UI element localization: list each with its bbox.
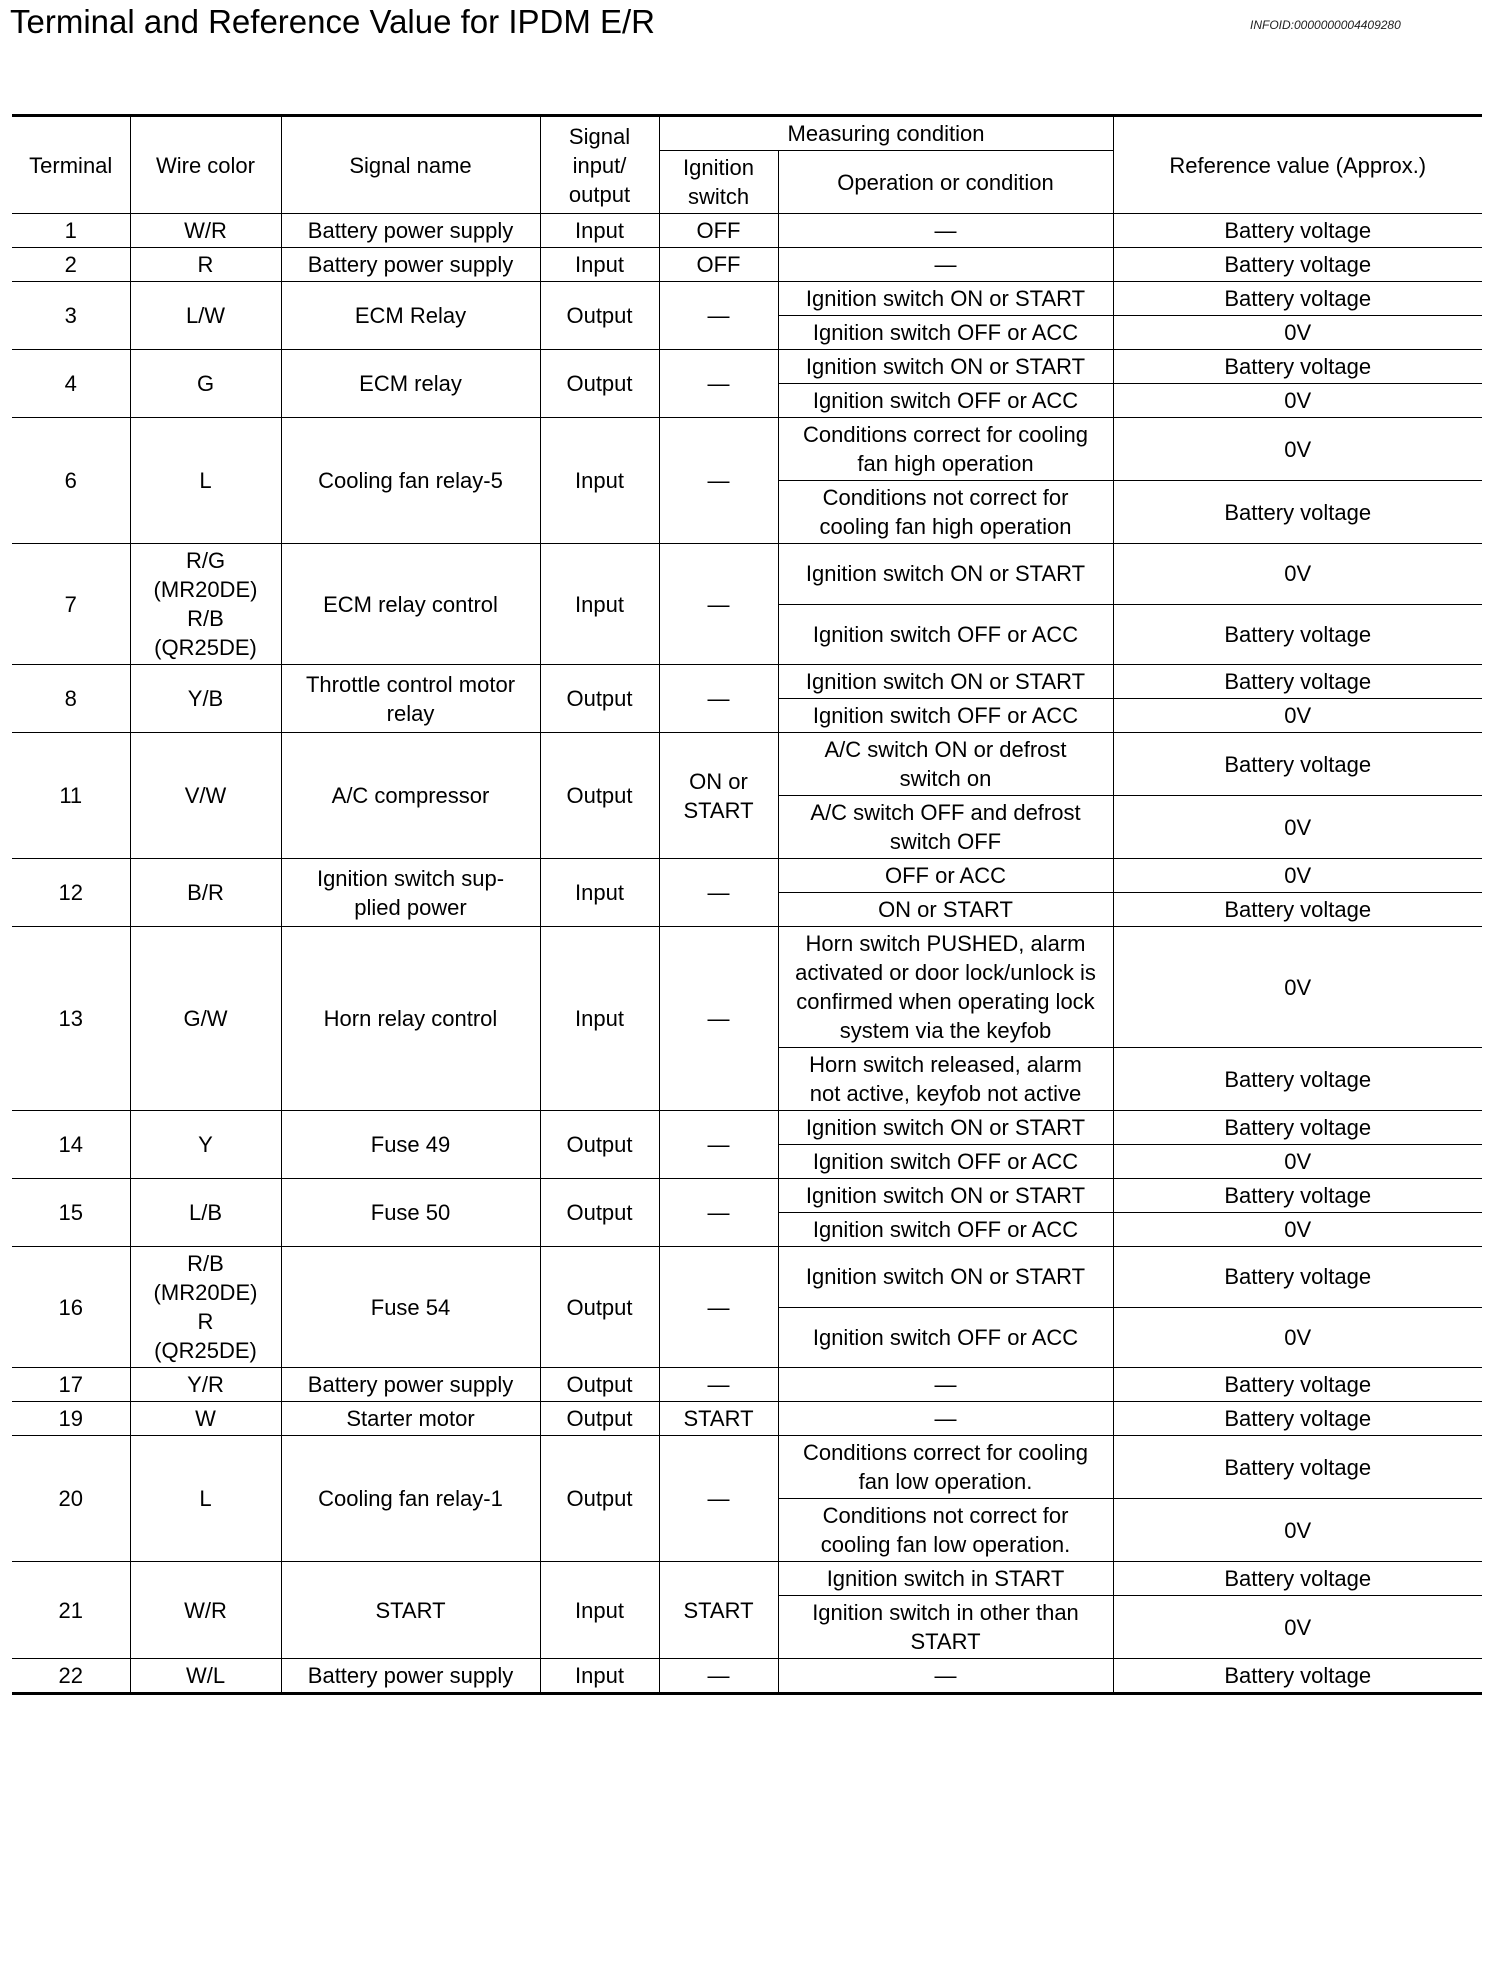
- terminal-cell: 11: [12, 733, 130, 859]
- signal-io-cell: Output: [540, 1111, 659, 1179]
- signal-io-cell: Input: [540, 1562, 659, 1659]
- terminal-cell: 8: [12, 665, 130, 733]
- table-row: [12, 1247, 1482, 1308]
- ignition-switch-cell: —: [659, 859, 778, 927]
- wire-color-cell: L: [130, 1436, 281, 1562]
- reference-value-cell: Battery voltage: [1113, 1368, 1482, 1402]
- wire-color-cell: Y: [130, 1111, 281, 1179]
- reference-value-cell: Battery voltage: [1113, 665, 1482, 699]
- signal-io-cell: Input: [540, 418, 659, 544]
- reference-value-cell: 0V: [1113, 1499, 1482, 1562]
- signal-name-cell: Fuse 54: [281, 1247, 540, 1368]
- table-header: [12, 116, 1482, 214]
- ignition-switch-cell: —: [659, 665, 778, 733]
- operation-cell: Ignition switch ON or START: [778, 350, 1113, 384]
- operation-cell: Ignition switch ON or START: [778, 544, 1113, 605]
- ignition-switch-cell: START: [659, 1562, 778, 1659]
- wire-color-cell: W/L: [130, 1659, 281, 1694]
- table-row: [12, 1368, 1482, 1402]
- ignition-switch-cell: —: [659, 350, 778, 418]
- terminal-cell: 15: [12, 1179, 130, 1247]
- signal-name-cell: Battery power supply: [281, 214, 540, 248]
- operation-cell: —: [778, 214, 1113, 248]
- reference-value-cell: 0V: [1113, 316, 1482, 350]
- reference-value-cell: 0V: [1113, 544, 1482, 605]
- operation-cell: Ignition switch OFF or ACC: [778, 1145, 1113, 1179]
- wire-color-cell: W: [130, 1402, 281, 1436]
- signal-io-cell: Input: [540, 1659, 659, 1694]
- operation-cell: Ignition switch in other than START: [778, 1596, 1113, 1659]
- reference-value-cell: 0V: [1113, 699, 1482, 733]
- ignition-switch-cell: —: [659, 1179, 778, 1247]
- operation-cell: Conditions correct for cooling fan high operation: [778, 418, 1113, 481]
- terminal-cell: 12: [12, 859, 130, 927]
- operation-cell: Horn switch released, alarm not active, keyfob not active: [778, 1048, 1113, 1111]
- table-body: [12, 214, 1482, 1694]
- signal-name-cell: Battery power supply: [281, 1368, 540, 1402]
- operation-cell: Ignition switch OFF or ACC: [778, 604, 1113, 665]
- reference-value-cell: 0V: [1113, 1145, 1482, 1179]
- ignition-switch-cell: OFF: [659, 248, 778, 282]
- ignition-switch-cell: START: [659, 1402, 778, 1436]
- table-row: [12, 282, 1482, 316]
- ignition-switch-cell: —: [659, 1368, 778, 1402]
- operation-cell: Ignition switch ON or START: [778, 1247, 1113, 1308]
- terminal-cell: 3: [12, 282, 130, 350]
- header-measuring-condition: Measuring condition: [659, 116, 1113, 151]
- terminal-cell: 21: [12, 1562, 130, 1659]
- signal-io-cell: Input: [540, 544, 659, 665]
- reference-value-cell: 0V: [1113, 384, 1482, 418]
- reference-value-cell: Battery voltage: [1113, 481, 1482, 544]
- header-operation: Operation or condition: [778, 151, 1113, 214]
- signal-io-cell: Output: [540, 1179, 659, 1247]
- header-ignition-switch: Ignition switch: [659, 151, 778, 214]
- reference-value-cell: Battery voltage: [1113, 1659, 1482, 1694]
- signal-name-cell: Ignition switch sup- plied power: [281, 859, 540, 927]
- reference-table: [12, 114, 1482, 1695]
- signal-io-cell: Output: [540, 665, 659, 733]
- table-row: [12, 1562, 1482, 1596]
- reference-value-cell: 0V: [1113, 927, 1482, 1048]
- ignition-switch-cell: —: [659, 1247, 778, 1368]
- table-row: [12, 1659, 1482, 1694]
- reference-value-cell: Battery voltage: [1113, 214, 1482, 248]
- signal-io-cell: Output: [540, 282, 659, 350]
- terminal-cell: 13: [12, 927, 130, 1111]
- wire-color-cell: Y/B: [130, 665, 281, 733]
- operation-cell: —: [778, 1402, 1113, 1436]
- reference-value-cell: Battery voltage: [1113, 1402, 1482, 1436]
- wire-color-cell: W/R: [130, 1562, 281, 1659]
- wire-color-cell: B/R: [130, 859, 281, 927]
- reference-value-cell: 0V: [1113, 418, 1482, 481]
- signal-io-cell: Input: [540, 248, 659, 282]
- header-wire-color: Wire color: [130, 116, 281, 214]
- operation-cell: Conditions not correct for cooling fan high operation: [778, 481, 1113, 544]
- ignition-switch-cell: —: [659, 282, 778, 350]
- operation-cell: Ignition switch in START: [778, 1562, 1113, 1596]
- terminal-cell: 4: [12, 350, 130, 418]
- signal-name-cell: A/C compressor: [281, 733, 540, 859]
- table-row: [12, 248, 1482, 282]
- terminal-cell: 14: [12, 1111, 130, 1179]
- table-row: [12, 1402, 1482, 1436]
- wire-color-cell: R/G (MR20DE) R/B (QR25DE): [130, 544, 281, 665]
- operation-cell: Ignition switch ON or START: [778, 282, 1113, 316]
- reference-value-cell: 0V: [1113, 796, 1482, 859]
- signal-io-cell: Output: [540, 1368, 659, 1402]
- header-terminal: Terminal: [12, 116, 130, 214]
- info-id: INFOID:0000000004409280: [1250, 18, 1401, 32]
- signal-name-cell: Horn relay control: [281, 927, 540, 1111]
- reference-value-cell: Battery voltage: [1113, 733, 1482, 796]
- signal-name-cell: Cooling fan relay-5: [281, 418, 540, 544]
- operation-cell: Conditions correct for cooling fan low operation.: [778, 1436, 1113, 1499]
- signal-io-cell: Output: [540, 1247, 659, 1368]
- operation-cell: A/C switch OFF and defrost switch OFF: [778, 796, 1113, 859]
- signal-io-cell: Input: [540, 927, 659, 1111]
- terminal-cell: 6: [12, 418, 130, 544]
- signal-name-cell: ECM relay: [281, 350, 540, 418]
- signal-name-cell: Battery power supply: [281, 248, 540, 282]
- signal-name-cell: Fuse 49: [281, 1111, 540, 1179]
- operation-cell: —: [778, 1368, 1113, 1402]
- header-signal-name: Signal name: [281, 116, 540, 214]
- reference-value-cell: 0V: [1113, 859, 1482, 893]
- operation-cell: OFF or ACC: [778, 859, 1113, 893]
- reference-value-cell: Battery voltage: [1113, 604, 1482, 665]
- table-row: [12, 859, 1482, 893]
- signal-name-cell: Throttle control motor relay: [281, 665, 540, 733]
- table-row: [12, 927, 1482, 1048]
- operation-cell: Ignition switch ON or START: [778, 1179, 1113, 1213]
- signal-name-cell: START: [281, 1562, 540, 1659]
- operation-cell: Ignition switch OFF or ACC: [778, 1213, 1113, 1247]
- operation-cell: Ignition switch OFF or ACC: [778, 699, 1113, 733]
- signal-io-cell: Input: [540, 214, 659, 248]
- table-row: [12, 350, 1482, 384]
- ignition-switch-cell: —: [659, 1436, 778, 1562]
- reference-value-cell: 0V: [1113, 1307, 1482, 1368]
- wire-color-cell: R: [130, 248, 281, 282]
- operation-cell: Ignition switch OFF or ACC: [778, 1307, 1113, 1368]
- reference-value-cell: Battery voltage: [1113, 1562, 1482, 1596]
- operation-cell: A/C switch ON or defrost switch on: [778, 733, 1113, 796]
- ignition-switch-cell: OFF: [659, 214, 778, 248]
- reference-value-cell: Battery voltage: [1113, 282, 1482, 316]
- header-signal-io: Signal input/ output: [540, 116, 659, 214]
- operation-cell: Ignition switch OFF or ACC: [778, 316, 1113, 350]
- header-reference-value: Reference value (Approx.): [1113, 116, 1482, 214]
- ignition-switch-cell: —: [659, 1659, 778, 1694]
- terminal-cell: 16: [12, 1247, 130, 1368]
- wire-color-cell: Y/R: [130, 1368, 281, 1402]
- signal-io-cell: Input: [540, 859, 659, 927]
- reference-value-cell: 0V: [1113, 1213, 1482, 1247]
- operation-cell: Ignition switch ON or START: [778, 1111, 1113, 1145]
- reference-value-cell: Battery voltage: [1113, 1179, 1482, 1213]
- signal-io-cell: Output: [540, 1436, 659, 1562]
- ignition-switch-cell: —: [659, 927, 778, 1111]
- table-row: [12, 733, 1482, 796]
- reference-value-cell: Battery voltage: [1113, 1111, 1482, 1145]
- signal-name-cell: ECM relay control: [281, 544, 540, 665]
- ignition-switch-cell: —: [659, 418, 778, 544]
- reference-value-cell: Battery voltage: [1113, 350, 1482, 384]
- signal-name-cell: Battery power supply: [281, 1659, 540, 1694]
- page-title: Terminal and Reference Value for IPDM E/R: [10, 3, 655, 40]
- reference-value-cell: Battery voltage: [1113, 1048, 1482, 1111]
- signal-io-cell: Output: [540, 350, 659, 418]
- reference-value-cell: Battery voltage: [1113, 893, 1482, 927]
- terminal-cell: 22: [12, 1659, 130, 1694]
- table-row: [12, 1436, 1482, 1499]
- terminal-cell: 20: [12, 1436, 130, 1562]
- wire-color-cell: L/B: [130, 1179, 281, 1247]
- ignition-switch-cell: —: [659, 1111, 778, 1179]
- wire-color-cell: V/W: [130, 733, 281, 859]
- ignition-switch-cell: ON or START: [659, 733, 778, 859]
- signal-io-cell: Output: [540, 1402, 659, 1436]
- signal-name-cell: Cooling fan relay-1: [281, 1436, 540, 1562]
- operation-cell: Conditions not correct for cooling fan low operation.: [778, 1499, 1113, 1562]
- reference-value-cell: 0V: [1113, 1596, 1482, 1659]
- ignition-switch-cell: —: [659, 544, 778, 665]
- operation-cell: ON or START: [778, 893, 1113, 927]
- wire-color-cell: G/W: [130, 927, 281, 1111]
- wire-color-cell: L/W: [130, 282, 281, 350]
- table-row: [12, 1111, 1482, 1145]
- wire-color-cell: W/R: [130, 214, 281, 248]
- signal-name-cell: Starter motor: [281, 1402, 540, 1436]
- operation-cell: Horn switch PUSHED, alarm activated or door lock/unlock is confirmed when operating lock system via the keyfob: [778, 927, 1113, 1048]
- wire-color-cell: G: [130, 350, 281, 418]
- reference-value-cell: Battery voltage: [1113, 1247, 1482, 1308]
- table-row: [12, 1179, 1482, 1213]
- operation-cell: Ignition switch OFF or ACC: [778, 384, 1113, 418]
- operation-cell: —: [778, 1659, 1113, 1694]
- operation-cell: Ignition switch ON or START: [778, 665, 1113, 699]
- reference-value-cell: Battery voltage: [1113, 1436, 1482, 1499]
- table-row: [12, 665, 1482, 699]
- signal-name-cell: Fuse 50: [281, 1179, 540, 1247]
- terminal-cell: 1: [12, 214, 130, 248]
- signal-name-cell: ECM Relay: [281, 282, 540, 350]
- table-row: [12, 214, 1482, 248]
- wire-color-cell: L: [130, 418, 281, 544]
- wire-color-cell: R/B (MR20DE) R (QR25DE): [130, 1247, 281, 1368]
- terminal-cell: 7: [12, 544, 130, 665]
- reference-value-cell: Battery voltage: [1113, 248, 1482, 282]
- table-row: [12, 544, 1482, 605]
- terminal-cell: 2: [12, 248, 130, 282]
- table-row: [12, 418, 1482, 481]
- signal-io-cell: Output: [540, 733, 659, 859]
- terminal-cell: 17: [12, 1368, 130, 1402]
- operation-cell: —: [778, 248, 1113, 282]
- terminal-cell: 19: [12, 1402, 130, 1436]
